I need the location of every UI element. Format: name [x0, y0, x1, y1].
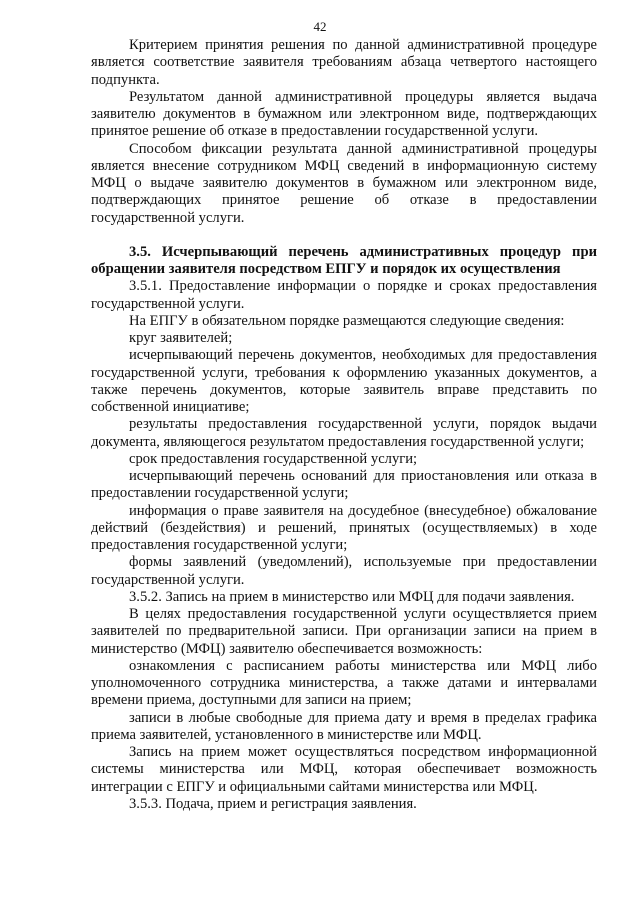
- paragraph: Критерием принятия решения по данной административной процедуре является соответствие заявителя требованиям абзаца четвертого настоящего подпункта.: [91, 37, 597, 88]
- list-item: формы заявлений (уведомлений), используемые при предоставлении государственной услуги.: [91, 554, 597, 588]
- list-item: результаты предоставления государственной услуги, порядок выдачи документа, являющегося результатом предоставления государственной услуги;: [91, 416, 597, 450]
- document-body: [91, 37, 597, 813]
- section-heading: 3.5. Исчерпывающий перечень административных процедур при обращении заявителя посредством ЕПГУ и порядок их осуществления: [91, 243, 597, 277]
- paragraph: На ЕПГУ в обязательном порядке размещаются следующие сведения:: [129, 312, 565, 329]
- list-item: ознакомления с расписанием работы министерства или МФЦ либо уполномоченного сотрудника министерства, а также датами и интервалами времени приема, доступными для записи на прием;: [91, 657, 597, 709]
- paragraph: 3.5.1. Предоставление информации о порядке и сроках предоставления государственной услуги.: [91, 278, 597, 312]
- list-item: информация о праве заявителя на досудебное (внесудебное) обжалование действий (бездействия) и решений, принятых (осуществляемых) в ходе предоставления государственной услуги;: [91, 502, 597, 553]
- page-number: 42: [313, 19, 327, 34]
- paragraph: 3.5.2. Запись на прием в министерство или МФЦ для подачи заявления.: [129, 588, 575, 605]
- paragraph: Способом фиксации результата данной административной процедуры является внесение сотрудником МФЦ сведений в информационную систему МФЦ о выдаче заявителю документов в бумажном или электронном виде, подтверждающих принятое решение об отказе в предоставлении государственной услуги.: [91, 140, 597, 226]
- paragraph: Результатом данной административной процедуры является выдача заявителю документов в бумажном или электронном виде, подтверждающих принятое решение об отказе в предоставлении государственной услуги.: [91, 88, 597, 140]
- paragraph: В целях предоставления государственной услуги осуществляется прием заявителей по предварительной записи. При организации записи на прием в министерство (МФЦ) заявителю обеспечивается возможность:: [91, 606, 597, 657]
- list-item: исчерпывающий перечень документов, необходимых для предоставления государственной услуги, требования к оформлению указанных документов, а также перечень документов, которые заявитель вправе представить по собственной инициативе;: [91, 347, 597, 415]
- list-item: исчерпывающий перечень оснований для приостановления или отказа в предоставлении государственной услуги;: [91, 468, 597, 502]
- paragraph: 3.5.3. Подача, прием и регистрация заявления.: [129, 795, 417, 812]
- list-item: записи в любые свободные для приема дату и время в пределах графика приема заявителей, установленного в министерстве или МФЦ.: [91, 709, 597, 743]
- section-gap: [91, 227, 597, 244]
- list-item: круг заявителей;: [129, 330, 233, 346]
- list-item: срок предоставления государственной услуги;: [129, 450, 418, 467]
- paragraph: Запись на прием может осуществляться посредством информационной системы министерства или МФЦ, которая обеспечивает возможность интеграции с ЕПГУ и официальными сайтами министерства или МФЦ.: [91, 744, 597, 795]
